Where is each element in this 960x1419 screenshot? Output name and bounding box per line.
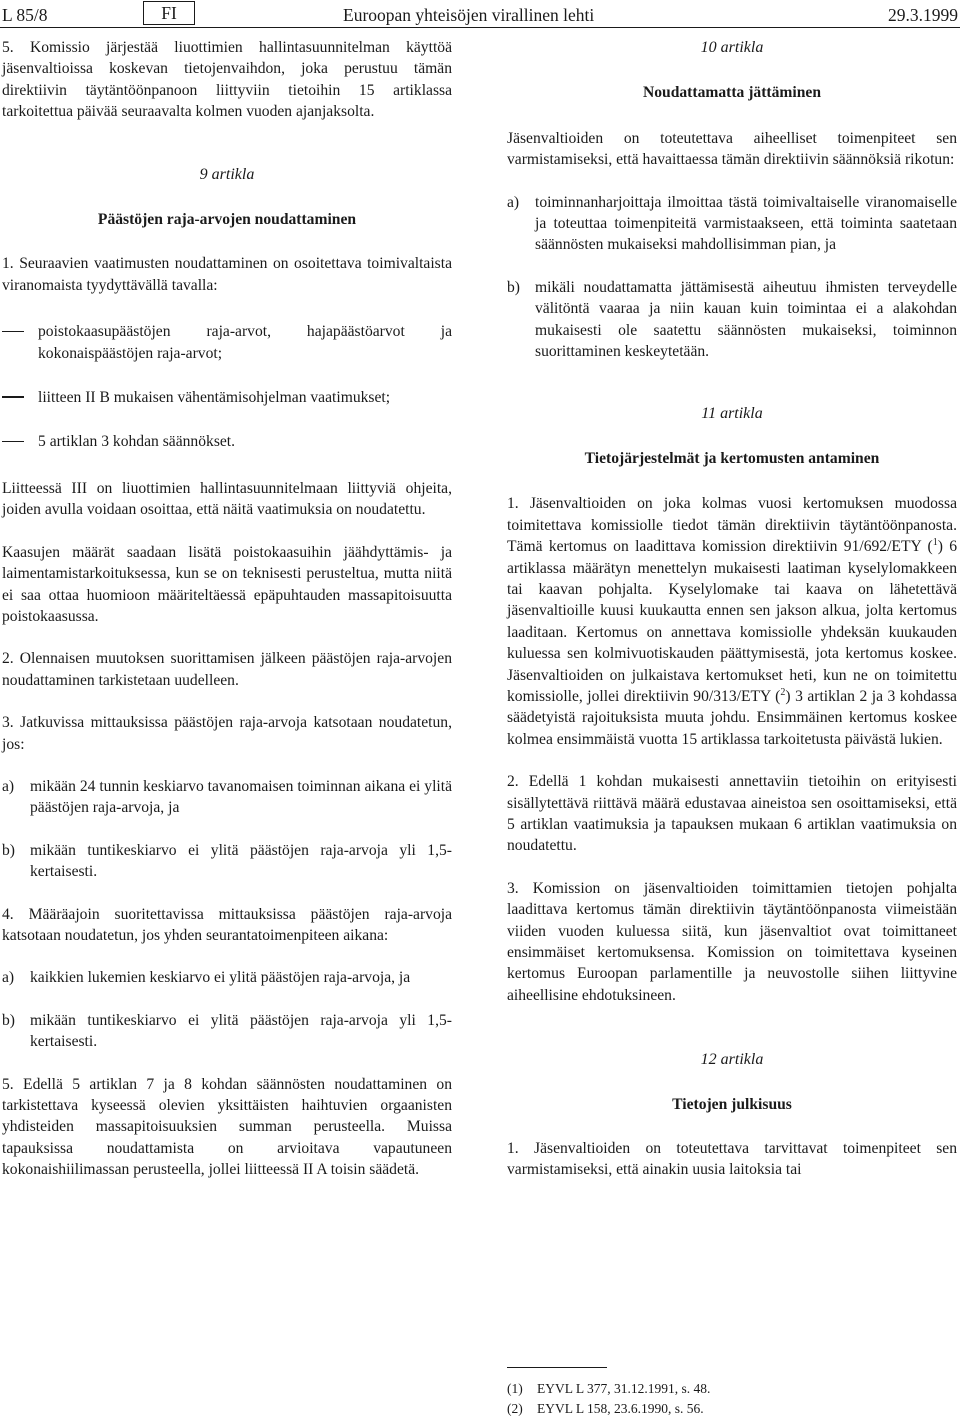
dash-marker — [2, 441, 24, 442]
paragraph: 1. Jäsenvaltioiden on toteutettava tarvittavat toimenpiteet sen varmistamiseksi, että ainakin uusia laitoksia tai — [507, 1140, 957, 1179]
right-column — [507, 37, 957, 1181]
footnote-mark: (1) — [507, 1381, 523, 1396]
paragraph: Jäsenvaltioiden on toteutettava aiheelliset toimenpiteet sen varmistamiseksi, että havaittaessa tämän direktiivin säännöksiä rikotun: — [507, 129, 957, 169]
paragraph-text: ) 3 artiklan 2 ja 3 kohdassa säädetyistä rajoituksista muuta johdu. Ensimmäinen kertomus koskee kolmea ensimmäistä vuotta 15 artiklassa tarkoitetusta päivästä lukien. — [507, 687, 957, 748]
list-item-label: b) — [2, 1011, 15, 1029]
list-item — [2, 321, 452, 364]
list-item-label: a) — [507, 193, 520, 211]
article-number: 9 artikla — [199, 165, 255, 183]
paragraph: 4. Määräajoin suoritettavissa mittauksissa päästöjen raja-arvoja katsotaan noudatetun, jos yhden seurantatoimenpiteen aikana: — [2, 905, 452, 944]
paragraph: Kaasujen määrät saadaan lisätä poistokaasuihin jäähdyttämis- ja laimentamistarkoituksessa, kun se on teknisesti perusteltua, mutta niitä ei saa ottaa huomioon määriteltäessä epäpuhtauden massapitoisuutta poistokaasussa. — [2, 543, 452, 625]
paragraph: 3. Komission on jäsenvaltioiden toimittamien tietojen pohjalta laadittava kertomus tämän direktiivin täytäntöönpanosta viimeistään viiden vuoden kuluessa siitä, kun jäsenvaltiot ovat toimittaneet ensimmäiset kertomuksensa. Komission on toimitettava kyseinen kertomus Euroopan parlamentille ja neuvostolle siihen liittyvine aiheellisine ehdotuksineen. — [507, 879, 957, 1004]
paragraph — [507, 493, 957, 750]
paragraph: 5. Komissio järjestää liuottimien hallintasuunnitelman käyttöä jäsenvaltioissa koskevan tietojenvaihdon, joka perustuu tämän direktiivin täytäntöönpanoon liittyviin tietoihin 15 artiklassa tarkoitettua päivää seuraavalta kolmen vuoden ajanjaksolta. — [2, 39, 452, 121]
paragraph: 2. Olennaisen muutoksen suorittamisen jälkeen päästöjen raja-arvojen noudattaminen tarkistetaan uudelleen. — [2, 650, 452, 689]
footnote — [507, 1399, 957, 1419]
footnote-text: EYVL L 158, 23.6.1990, s. 56. — [537, 1401, 704, 1416]
article-title: Tietojen julkisuus — [672, 1095, 792, 1113]
paragraph-text: ) 6 artiklassa määrätyn menettelyn mukaisesti laatiman kyselylomakkeen tai kaavan pohjalta. Kyselylomake tai kaava on lähetettävä jäsenvaltioille kuusi kuukautta ennen sen jakson alkua, jolta kertomus laaditaan. Kertomus on annettava komissiolle yhdeksän kuukauden kuluessa sen kolmivuotiskauden päättymisestä, jota kertomus koskee. Jäsenvaltioiden on julkaistava kertomukset heti, kun ne on toimitettu komissiolle, jollei direktiivin 90/313/ETY ( — [507, 538, 958, 705]
list-item-text: kaikkien lukemien keskiarvo ei ylitä päästöjen raja-arvoja, ja — [30, 969, 411, 987]
list-item-text: toiminnanharjoittaja ilmoittaa tästä toimivaltaiselle viranomaiselle ja toteuttaa toimenpiteitä varmistaakseen, että toiminta saatetaan säännösten mukaiseksi mahdollisimman pian, ja — [535, 193, 957, 254]
paragraph-text: 1. Jäsenvaltioiden on joka kolmas vuosi kertomuksen muodossa toimitettava komissiolle tiedot tämän direktiivin täytäntöönpanosta. Tämä kertomus on laadittava komission direktiivin 91/692/ETY ( — [507, 495, 957, 556]
paragraph: Liitteessä III on liuottimien hallintasuunnitelmaan liittyviä ohjeita, joiden avulla voidaan osoittaa, että näitä vaatimuksia on noudatettu. — [2, 479, 452, 519]
list-item-label: b) — [507, 278, 520, 296]
footnotes — [507, 1379, 957, 1419]
list-item-label: a) — [2, 969, 15, 987]
article-number: 12 artikla — [700, 1051, 764, 1069]
article-title: Päästöjen raja-arvojen noudattaminen — [97, 211, 357, 229]
list-item-text: mikään tuntikeskiarvo ei ylitä päästöjen raja-arvoja yli 1,5-kertaisesti. — [30, 841, 452, 881]
list-item — [2, 840, 452, 883]
journal-title: Euroopan yhteisöjen virallinen lehti — [343, 5, 595, 25]
list-item — [2, 431, 452, 452]
list-item — [2, 967, 452, 988]
list-item-text: 5 artiklan 3 kohdan säännökset. — [38, 433, 236, 451]
paragraph: 3. Jatkuvissa mittauksissa päästöjen raja-arvoja katsotaan noudatetun, jos: — [2, 714, 452, 753]
article-number: 10 artikla — [700, 39, 764, 56]
footnote — [507, 1379, 957, 1399]
paragraph: 2. Edellä 1 kohdan mukaisesti annettaviin tietoihin on erityisesti sisällytettävä riittävä määrä edustavaa aineistoa sen osoittamiseksi, että 5 artiklan vaatimuksia ja tapauksen mukaan 6 artiklan vaatimuksia on noudatettu. — [507, 773, 957, 855]
list-item — [507, 277, 957, 363]
article-number: 11 artikla — [701, 405, 763, 423]
footnote-mark: (2) — [507, 1401, 523, 1416]
paragraph: 5. Edellä 5 artiklan 7 ja 8 kohdan säännösten noudattaminen on tarkistettava kyseessä olevien yksittäisten haihtuvien orgaanisten yhdisteiden massapitoisuuksien summan perusteella. Muissa tapauksissa noudattamista on arvioitava vapautuneen kokonaishiilimassan perusteella, jollei liitteessä II A toisin säädetä. — [2, 1075, 452, 1179]
list-item-text: poistokaasupäästöjen raja-arvot, hajapäästöarvot ja kokonaispäästöjen raja-arvot; — [38, 323, 452, 362]
language-badge: FI — [143, 1, 195, 25]
list-item — [2, 776, 452, 819]
list-item — [2, 387, 452, 408]
list-item — [507, 192, 957, 256]
page-number: L 85/8 — [2, 5, 48, 25]
publication-date: 29.3.1999 — [888, 5, 958, 25]
list-item-text: mikään 24 tunnin keskiarvo tavanomaisen toiminnan aikana ei ylitä päästöjen raja-arvoja, ja — [30, 777, 452, 817]
list-item-text: liitteen II B mukaisen vähentämisohjelman vaatimukset; — [38, 389, 391, 407]
dash-marker — [2, 331, 24, 332]
footnote-ref: 2 — [780, 686, 786, 698]
dash-marker — [2, 396, 24, 397]
list-item-label: b) — [2, 841, 15, 859]
list-item-label: a) — [2, 777, 15, 795]
list-item-text: mikäli noudattamatta jättämisestä aiheutuu ihmisten terveydelle välitöntä vaaraa ja niin kauan kuin toimintaa ei a alakohdan mukaisesti ole saatettu säännösten mukaiseksi, toiminnon suorittaminen keskeytetään. — [535, 278, 957, 361]
article-title: Tietojärjestelmät ja kertomusten antaminen — [584, 449, 880, 467]
left-column — [2, 37, 452, 1181]
list-item-text: mikään tuntikeskiarvo ei ylitä päästöjen raja-arvoja yli 1,5-kertaisesti. — [30, 1011, 452, 1051]
paragraph: 1. Seuraavien vaatimusten noudattaminen on osoitettava toimivaltaista viranomaista tyydyttävällä tavalla: — [2, 255, 452, 294]
footnote-text: EYVL L 377, 31.12.1991, s. 48. — [537, 1381, 711, 1396]
footnote-rule — [507, 1367, 607, 1368]
header-rule — [0, 27, 960, 28]
list-item — [2, 1010, 452, 1053]
footnote-ref: 1 — [932, 536, 938, 548]
article-title: Noudattamatta jättäminen — [642, 84, 821, 102]
